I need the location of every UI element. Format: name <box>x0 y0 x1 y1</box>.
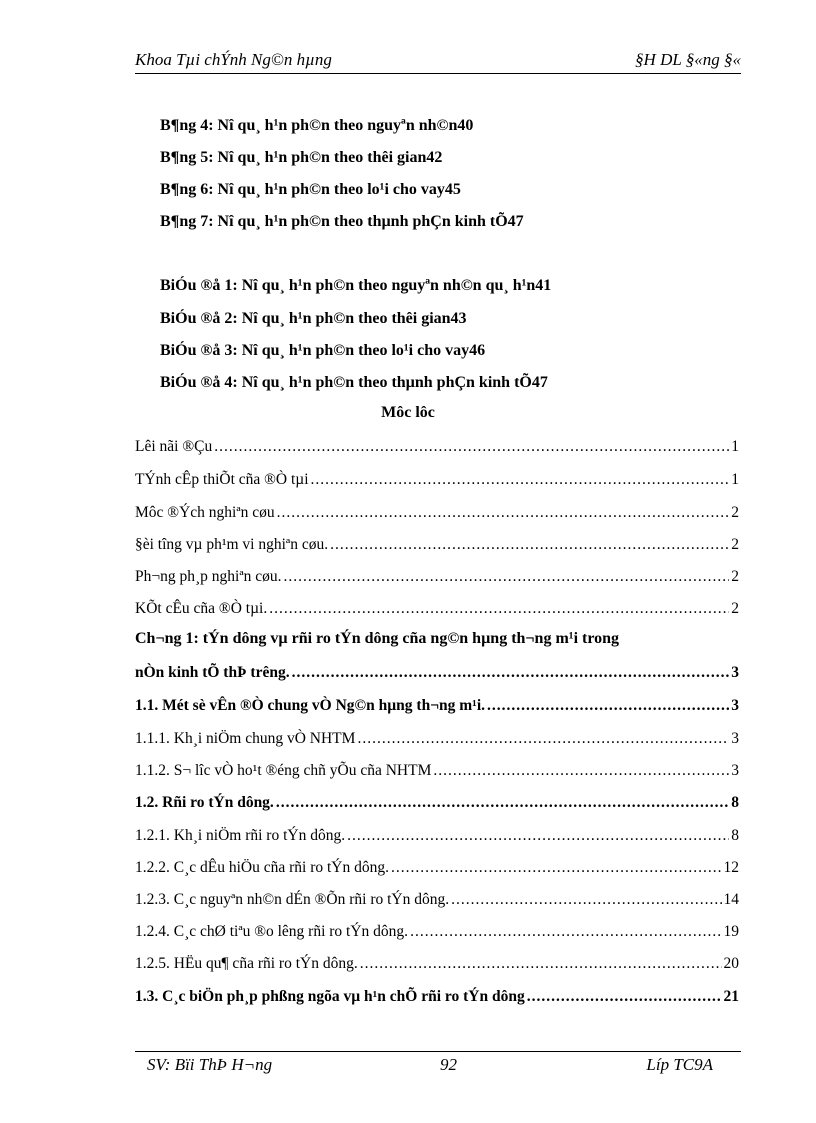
toc-leader <box>360 955 722 973</box>
toc-leader <box>347 827 729 845</box>
toc-entry <box>135 568 739 586</box>
toc-entry-text: 1.1.1. Kh¸i niÖm chung vÒ NHTM <box>135 730 356 747</box>
toc-entry-text: 1.2.4. C¸c chØ tiªu ®o lêng rñi ro tÝn dông. <box>135 923 409 940</box>
toc-leader <box>284 568 730 586</box>
toc-entry <box>135 988 739 1006</box>
toc-leader <box>269 600 729 618</box>
toc-entry-text: 1.2.5. HËu qu¶ cña rñi ro tÝn dông. <box>135 955 358 972</box>
toc-entry-text: 1.2.1. Kh¸i niÖm rñi ro tÝn dông. <box>135 827 346 844</box>
table-list-item: B¶ng 5: Nî qu¸ h¹n ph©n theo thêi gian42 <box>160 149 443 166</box>
toc-entry <box>135 730 739 748</box>
figure-list-item: BiÓu ®å 4: Nî qu¸ h¹n ph©n theo thµnh phÇn kinh tÕ47 <box>160 374 548 391</box>
toc-leader <box>451 891 721 909</box>
figure-list-item: BiÓu ®å 3: Nî qu¸ h¹n ph©n theo lo¹i cho vay46 <box>160 342 486 359</box>
toc-entry-page: 21 <box>723 988 739 1005</box>
toc-entry-text: KÕt cÊu cña ®Ò tµi. <box>135 600 268 617</box>
toc-entry <box>135 859 739 877</box>
toc-leader <box>214 438 729 456</box>
toc-entry-text: 1.1.2. S¬ lîc vÒ ho¹t ®éng chñ yÕu cña NHTM <box>135 762 432 779</box>
table-list-item: B¶ng 6: Nî qu¸ h¹n ph©n theo lo¹i cho vay45 <box>160 181 461 198</box>
toc-entry-page: 2 <box>731 568 739 585</box>
toc-entry-page: 19 <box>723 923 739 940</box>
toc-entry-page: 12 <box>723 859 739 876</box>
table-list-item: B¶ng 7: Nî qu¸ h¹n ph©n theo thµnh phÇn kinh tÕ47 <box>160 213 524 230</box>
toc-leader <box>527 988 722 1006</box>
toc-entry <box>135 955 739 973</box>
toc-title: Môc lôc <box>381 404 435 421</box>
toc-entry <box>135 471 739 489</box>
toc-entry-text: Lêi nãi ®Çu <box>135 438 213 455</box>
toc-entry-text: 1.2.2. C¸c dÊu hiÖu cña rñi ro tÝn dông. <box>135 859 389 876</box>
toc-entry <box>135 827 739 845</box>
figure-list-item: BiÓu ®å 1: Nî qu¸ h¹n ph©n theo nguyªn nh©n qu¸ h¹n41 <box>160 277 552 294</box>
toc-entry-text: nÒn kinh tÕ thÞ trêng. <box>135 664 290 681</box>
toc-entry-text: §èi tîng vµ ph¹m vi nghiªn cøu. <box>135 536 329 553</box>
toc-entry-page: 20 <box>723 955 739 972</box>
toc-entry-page: 3 <box>731 664 739 681</box>
page-footer <box>135 1055 741 1077</box>
toc-entry-page: 1 <box>731 471 739 488</box>
toc-leader <box>487 697 729 715</box>
toc-entry <box>135 504 739 522</box>
page-number: 92 <box>440 1055 457 1074</box>
toc-leader <box>276 794 729 812</box>
toc-entry-page: 2 <box>731 504 739 521</box>
toc-entry <box>135 600 739 618</box>
header-faculty: Khoa Tµi chÝnh Ng©n hµng <box>135 50 332 69</box>
toc-entry <box>135 664 739 682</box>
toc-leader <box>311 471 730 489</box>
toc-leader <box>277 504 730 522</box>
toc-entry <box>135 794 739 812</box>
toc-entry <box>135 438 739 456</box>
toc-leader <box>330 536 729 554</box>
page-header <box>135 50 741 72</box>
footer-student: SV: Bïi ThÞ H¬ng <box>147 1055 273 1074</box>
toc-leader <box>292 664 730 682</box>
toc-entry-page: 2 <box>731 536 739 553</box>
toc-entry <box>135 536 739 554</box>
toc-entry-text: 1.1. Mét sè vÊn ®Ò chung vÒ Ng©n hµng th¬ng m¹i. <box>135 697 486 714</box>
toc-entry-page: 3 <box>731 730 739 747</box>
toc-entry-text: 1.2. Rñi ro tÝn dông. <box>135 794 274 811</box>
toc-entry-page: 3 <box>731 697 739 714</box>
toc-entry-page: 14 <box>723 891 739 908</box>
toc-leader <box>410 923 721 941</box>
toc-entry <box>135 923 739 941</box>
toc-leader <box>391 859 722 877</box>
toc-entry-page: 2 <box>731 600 739 617</box>
toc-entry-text: Ph¬ng ph¸p nghiªn cøu. <box>135 568 282 585</box>
toc-entry <box>135 697 739 715</box>
toc-leader <box>357 730 729 748</box>
toc-entry-page: 3 <box>731 762 739 779</box>
toc-chapter-heading: Ch¬ng 1: tÝn dông vµ rñi ro tÝn dông cña ng©n hµng th¬ng m¹i trong <box>135 630 620 647</box>
toc-leader <box>433 762 729 780</box>
footer-divider <box>135 1051 741 1052</box>
header-university: §H DL §«ng §« <box>635 50 741 69</box>
toc-entry-text: 1.3. C¸c biÖn ph¸p phßng ngõa vµ h¹n chÕ rñi ro tÝn dông <box>135 988 525 1005</box>
toc-entry <box>135 891 739 909</box>
header-divider <box>135 73 741 74</box>
toc-entry-page: 8 <box>731 827 739 844</box>
footer-class: Líp TC9A <box>646 1055 713 1074</box>
toc-entry-page: 8 <box>731 794 739 811</box>
toc-entry-text: Môc ®Ých nghiªn cøu <box>135 504 275 521</box>
toc-entry <box>135 762 739 780</box>
figure-list-item: BiÓu ®å 2: Nî qu¸ h¹n ph©n theo thêi gian43 <box>160 310 467 327</box>
toc-entry-text: TÝnh cÊp thiÕt cña ®Ò tµi <box>135 471 309 488</box>
toc-entry-page: 1 <box>731 438 739 455</box>
table-list-item: B¶ng 4: Nî qu¸ h¹n ph©n theo nguyªn nh©n40 <box>160 117 474 134</box>
toc-entry-text: 1.2.3. C¸c nguyªn nh©n dÉn ®Õn rñi ro tÝn dông. <box>135 891 450 908</box>
